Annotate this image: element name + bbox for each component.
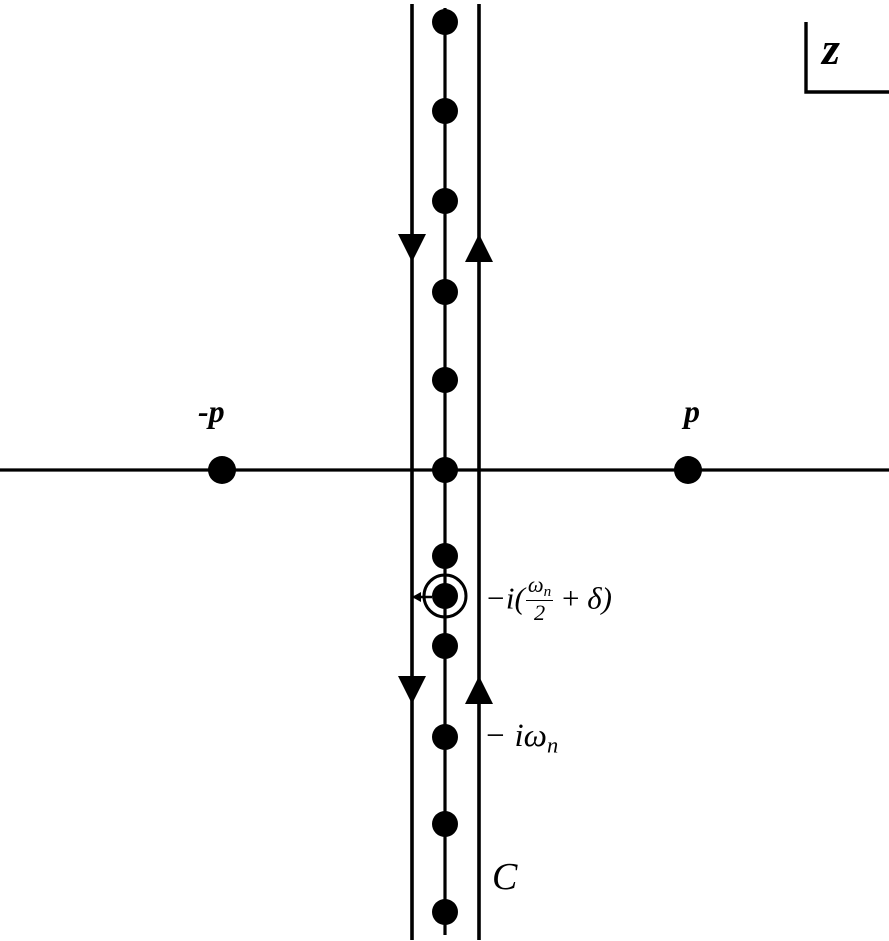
matsubara-frequency-label xyxy=(484,718,558,758)
shifted-pole-plus: + xyxy=(561,580,580,616)
matsubara-pole xyxy=(432,9,458,35)
omega-over-two-fraction xyxy=(526,573,553,625)
shifted-pole-delta: δ xyxy=(587,580,602,616)
fraction-denominator: 2 xyxy=(526,600,553,624)
matsubara-pole xyxy=(432,633,458,659)
matsubara-pole xyxy=(432,279,458,305)
pole-minus-p xyxy=(208,456,236,484)
matsubara-pole xyxy=(432,724,458,750)
shifted-pole-suffix: ) xyxy=(601,580,612,616)
arrow-up-upper-icon xyxy=(465,234,493,262)
arrow-up-lower-icon xyxy=(465,676,493,704)
fraction-numerator xyxy=(526,573,553,600)
z-corner-bracket xyxy=(806,22,889,92)
matsubara-pole xyxy=(432,811,458,837)
pole-plus-p xyxy=(674,456,702,484)
matsubara-pole xyxy=(432,188,458,214)
fraction-numerator-subscript: n xyxy=(543,583,552,601)
matsubara-pole xyxy=(432,543,458,569)
fraction-numerator-symbol: ω xyxy=(527,572,544,597)
shifted-pole-prefix: −i( xyxy=(485,580,525,616)
matsubara-pole xyxy=(432,367,458,393)
matsubara-frequency-prefix: − iω xyxy=(484,718,547,754)
z-plane-label: z xyxy=(822,23,840,74)
matsubara-pole-origin xyxy=(432,457,458,483)
pole-right-label: p xyxy=(684,393,700,429)
shifted-pole-label xyxy=(485,573,612,625)
matsubara-pole xyxy=(432,899,458,925)
matsubara-frequency-subscript: n xyxy=(547,732,559,758)
arrow-down-upper-icon xyxy=(398,234,426,262)
contour-label: C xyxy=(492,856,518,898)
circled-pole-marker xyxy=(432,583,458,609)
arrow-down-lower-icon xyxy=(398,676,426,704)
matsubara-pole xyxy=(432,98,458,124)
pole-left-label: -p xyxy=(198,393,225,429)
